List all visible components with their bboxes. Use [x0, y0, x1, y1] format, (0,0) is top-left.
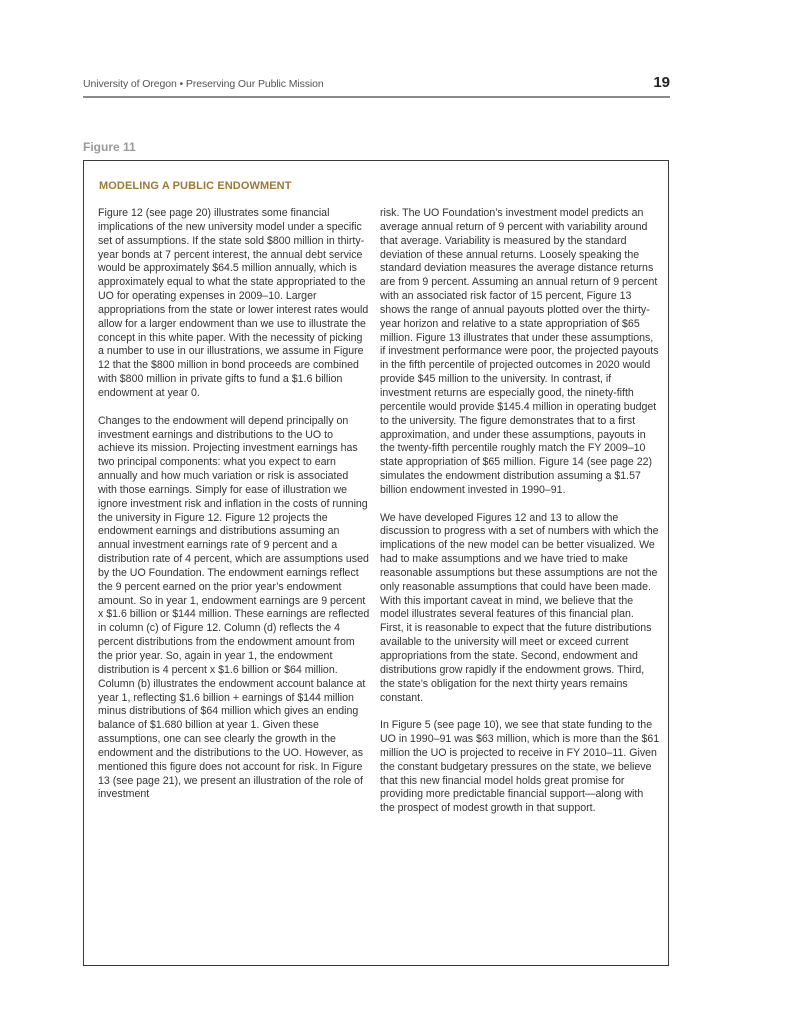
figure-label: Figure 11: [83, 140, 136, 154]
figure-sidebar-box: [83, 160, 669, 966]
sidebar-title: MODELING A PUBLIC ENDOWMENT: [99, 180, 292, 192]
header-divider: [83, 96, 670, 98]
right-column: [380, 207, 660, 830]
paragraph: Figure 12 (see page 20) illustrates some financial implications of the new university model under a specific set of assumptions. If the state sold $800 million in thirty-year bonds at 7 percent interest, the annual debt service would be approximately $64.5 million annually, which is approximately equal to what the state appropriated to the UO for operating expenses in 2009–10. Larger appropriations from the state or lower interest rates would allow for a larger endowment than we use to illustrate the concept in this white paper. With the necessity of picking a number to use in our illustrations, we assume in Figure 12 that the $800 million in bond proceeds are combined with $800 million in private gifts to fund a $1.6 billion endowment at year 0.: [98, 207, 369, 399]
running-title: University of Oregon • Preserving Our Public Mission: [83, 78, 324, 90]
paragraph: We have developed Figures 12 and 13 to allow the discussion to progress with a set of numbers with which the implications of the new model can be better visualized. We had to make assumptions and we have tried to make reasonable assumptions but these assumptions are not the only reasonable assumptions that could have been made. With this important caveat in mind, we believe that the model illustrates several features of this financial plan. First, it is reasonable to expect that the future distributions available to the university will meet or exceed current appropriations from the state. Second, endowment and distributions grow rapidly if the endowment grows. Third, the state’s obligation for the next thirty years remains constant.: [380, 511, 659, 704]
paragraph: risk. The UO Foundation’s investment model predicts an average annual return of 9 percent with variability around that average. Variability is measured by the standard deviation of these annual returns. Loosely speaking the standard deviation measures the average distance returns are from 9 percent. Assuming an annual return of 9 percent with an associated risk factor of 15 percent, Figure 13 shows the range of annual payouts plotted over the thirty-year horizon and relative to a state appropriation of $65 million. Figure 13 illustrates that under these assumptions, if investment performance were poor, the projected payouts in the fifth percentile of projected outcomes in 2020 would provide $45 million to the university. In contrast, if investment returns are especially good, the ninety-fifth percentile would provide $145.4 million in operating budget to the university. The figure demonstrates that to a first approximation, and under these assumptions, payouts in the twenty-fifth percentile roughly match the FY 2009–10 state appropriation of $65 million. Figure 14 (see page 22) simulates the endowment distribution assuming a $1.57 billion endowment invested in 1990–91.: [380, 207, 659, 496]
page-number: 19: [653, 74, 670, 91]
left-column: [98, 207, 370, 816]
page-header: [83, 74, 670, 94]
paragraph: Changes to the endowment will depend principally on investment earnings and distributions to the UO to achieve its mission. Projecting investment earnings has two principal components: what you expect to earn annually and how much variation or risk is associated with those earnings. Simply for ease of illustration we ignore investment risk and inflation in the costs of running the university in Figure 12. Figure 12 projects the endowment earnings and distributions assuming an annual investment earnings rate of 9 percent and a distribution rate of 4 percent, which are assumptions used by the UO Foundation. The endowment earnings reflect the 9 percent earned on the prior year’s endowment amount. So in year 1, endowment earnings are 9 percent x $1.6 billion or $144 million. These earnings are reflected in column (c) of Figure 12. Column (d) reflects the 4 percent distributions from the endowment amount from the prior year. So, again in year 1, the endowment distribution is 4 percent x $1.6 billion or $64 million. Column (b) illustrates the endowment account balance at year 1, reflecting $1.6 billion + earnings of $144 million minus distributions of $64 million which gives an ending balance of $1.680 billion at year 1. Given these assumptions, one can see clearly the growth in the endowment and the distributions to the UO. However, as mentioned this figure does not account for risk. In Figure 13 (see page 21), we present an illustration of the role of investment: [98, 414, 370, 801]
paragraph: In Figure 5 (see page 10), we see that state funding to the UO in 1990–91 was $63 million, which is more than the $61 million the UO is projected to receive in FY 2010–11. Given the constant budgetary pressures on the state, we believe that this new financial model holds great promise for providing more predictable financial support—along with the prospect of modest growth in that support.: [380, 719, 660, 815]
